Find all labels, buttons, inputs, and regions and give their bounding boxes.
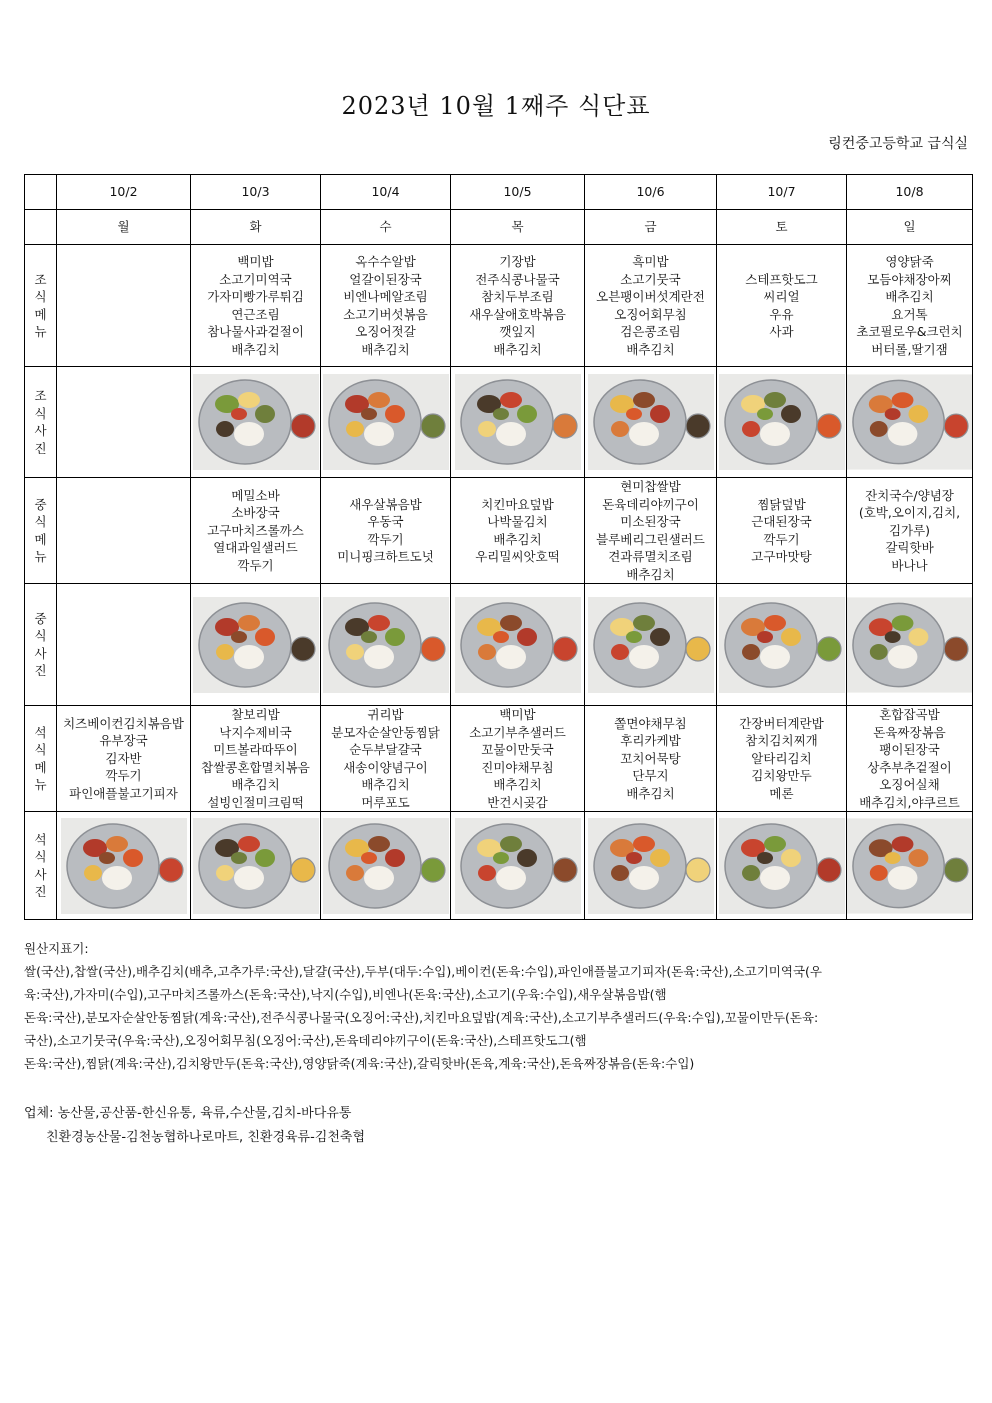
menu-item: 나박물김치 [487, 514, 548, 529]
food-photo [193, 597, 319, 693]
menu-item: 배추김치 [626, 566, 675, 582]
row-label-char: 진 [34, 440, 47, 456]
menu-item: 견과류멸치조림 [608, 549, 693, 564]
day-row [25, 210, 973, 245]
breakfast-menu-cell [717, 245, 847, 367]
breakfast-menu-cell [57, 245, 191, 367]
date-header: 10/8 [847, 175, 973, 210]
menu-item: 설빙인절미크림떡 [207, 794, 304, 810]
menu-item: 고구마치즈롤까스 [207, 522, 304, 538]
menu-item: 배추김치 [231, 777, 280, 792]
menu-item: 연근조림 [231, 306, 280, 322]
menu-item: 씨리얼 [763, 289, 800, 304]
menu-item: 우리밀씨앗호떡 [475, 549, 560, 564]
menu-item: 깻잎지 [499, 324, 536, 339]
date-header: 10/4 [321, 175, 451, 210]
menu-item: 쫄면야채무침 [614, 715, 687, 731]
menu-item: 배추김치 [493, 531, 542, 547]
menu-item: 치킨마요덮밥 [481, 496, 554, 512]
lunch-menu-cell [451, 478, 585, 584]
breakfast-menu-cell [451, 245, 585, 367]
menu-item: 배추김치 [626, 341, 675, 357]
row-label-char: 사 [34, 645, 47, 661]
food-photo [455, 597, 581, 693]
menu-item: 백미밥 [237, 254, 274, 269]
menu-item: 후리카케밥 [620, 733, 681, 749]
photo-cell [57, 584, 191, 706]
menu-item: 혼합잡곡밥 [879, 707, 940, 722]
food-photo [323, 818, 449, 914]
breakfast-menu-cell [585, 245, 717, 367]
row-label-char: 식 [34, 514, 47, 529]
menu-item: 모듬야채장아찌 [867, 271, 952, 287]
photo-cell [847, 584, 973, 706]
dinner-menu-cell [191, 706, 321, 812]
breakfast-photo-row [25, 367, 973, 478]
row-label-char: 식 [34, 405, 47, 421]
breakfast-menu-cell [847, 245, 973, 367]
food-photo [455, 374, 581, 470]
row-label-char: 메 [34, 759, 47, 775]
food-photo [193, 374, 319, 470]
date-header: 10/7 [717, 175, 847, 210]
supplier-line-2: 친환경농산물-김천농협하나로마트, 친환경육류-김천축협 [46, 1130, 366, 1145]
menu-item: 오징어젓갈 [355, 324, 416, 339]
origin-line: 쌀(국산),찹쌀(국산),배추김치(배추,고추가루:국산),달걀(국산),두부(대두:수입),베이컨(돈육:수입),파인애플불고기피자(돈육:국산),소고기미역국(우 [24, 964, 822, 979]
origin-line: 국산),소고기뭇국(우육:국산),오징어회무침(오징어:국산),돈육데리야끼구이(돈육:국산),스테프핫도그(햄 [24, 1033, 587, 1048]
origin-line: 육:국산),가자미(수입),고구마치즈롤까스(돈육:국산),낙지(수입),비엔나(돈육:국산),소고기(우육:수입),새우살볶음밥(햄 [24, 987, 667, 1002]
menu-item: 간장버터계란밥 [739, 715, 824, 731]
menu-item: 배추김치 [493, 777, 542, 792]
menu-item: 소고기부추샐러드 [469, 724, 566, 740]
photo-cell [321, 812, 451, 920]
row-label-char: 식 [34, 742, 47, 757]
menu-item: 고구마맛탕 [751, 549, 812, 564]
row-label-char: 메 [34, 531, 47, 547]
menu-item: 깍두기 [763, 531, 800, 547]
lunch-menu-cell [57, 478, 191, 584]
menu-item: 미소된장국 [620, 514, 681, 529]
menu-item: 파인애플불고기피자 [69, 785, 178, 801]
menu-item: 새우살애호박볶음 [469, 306, 566, 322]
menu-item: 김자반 [105, 750, 142, 766]
food-photo [847, 818, 972, 914]
photo-cell [717, 812, 847, 920]
menu-item: 열대과일샐러드 [213, 540, 298, 556]
menu-item: 새송이양념구이 [343, 759, 428, 775]
photo-cell [321, 584, 451, 706]
breakfast-menu-cell [321, 245, 451, 367]
corner-cell [25, 210, 57, 245]
row-label-char: 뉴 [34, 324, 47, 339]
photo-cell [191, 812, 321, 920]
lunch-menu-cell [847, 478, 973, 584]
row-label-char: 중 [34, 496, 47, 512]
menu-item: 메밀소바 [231, 487, 280, 503]
weekday-header: 월 [57, 210, 191, 245]
dinner-menu-cell [585, 706, 717, 812]
photo-cell [451, 584, 585, 706]
row-label-char: 메 [34, 306, 47, 322]
menu-item: 배추김치 [361, 341, 410, 357]
menu-item: 메론 [769, 785, 794, 801]
menu-item: 찜닭덮밥 [757, 496, 806, 512]
menu-item: 요거톡 [891, 306, 928, 322]
row-label-char: 진 [34, 663, 47, 678]
food-photo [847, 597, 972, 693]
menu-item: 배추김치 [231, 341, 280, 357]
row-label-char: 사 [34, 866, 47, 882]
menu-item: 낙지수제비국 [219, 724, 292, 740]
row-label-char: 중 [34, 610, 47, 626]
food-photo [719, 597, 845, 693]
menu-item: 팽이된장국 [879, 742, 940, 757]
lunch-menu-cell [585, 478, 717, 584]
menu-item: 새우살볶음밥 [349, 496, 422, 512]
row-label-dinner-photo [25, 812, 57, 920]
origin-line: 원산지표기: [24, 941, 89, 956]
row-label-char: 석 [34, 724, 47, 740]
food-photo [455, 818, 581, 914]
menu-item: 전주식콩나물국 [475, 271, 560, 287]
lunch-photo-row [25, 584, 973, 706]
menu-item: 오징어회무침 [614, 306, 687, 322]
menu-item: 참치두부조림 [481, 289, 554, 304]
supplier-info [24, 1102, 365, 1150]
row-label-char: 사 [34, 423, 47, 438]
photo-cell [717, 367, 847, 478]
photo-cell [191, 367, 321, 478]
row-label-char: 식 [34, 628, 47, 643]
menu-item: 바나나 [891, 557, 928, 573]
row-label-char: 석 [34, 831, 47, 847]
menu-item: 참나물사과겉절이 [207, 324, 304, 339]
menu-item: 버터롤,딸기잼 [871, 341, 948, 357]
row-label-dinner-menu [25, 706, 57, 812]
photo-cell [847, 367, 973, 478]
menu-item: 오징어실채 [879, 777, 940, 792]
menu-item: 깍두기 [367, 531, 404, 547]
origin-notes [24, 937, 972, 1075]
lunch-menu-cell [717, 478, 847, 584]
menu-item: 잔치국수/양념장 [865, 487, 954, 503]
dinner-menu-row [25, 706, 973, 812]
menu-item: 유부장국 [99, 733, 148, 749]
corner-cell [25, 175, 57, 210]
date-header: 10/3 [191, 175, 321, 210]
menu-item: 영양닭죽 [885, 254, 934, 269]
weekday-header: 목 [451, 210, 585, 245]
menu-item: 비엔나메알조림 [343, 289, 428, 304]
row-label-lunch-photo [25, 584, 57, 706]
photo-cell [585, 812, 717, 920]
menu-item: 김가루) [888, 522, 931, 538]
menu-item: 갈릭핫바 [885, 540, 934, 556]
photo-cell [57, 367, 191, 478]
supplier-line-1: 업체: 농산물,공산품-한신유통, 육류,수산물,김치-바다유통 [24, 1106, 352, 1121]
menu-item: 우동국 [367, 514, 404, 529]
photo-cell [847, 812, 973, 920]
weekday-header: 토 [717, 210, 847, 245]
lunch-menu-row [25, 478, 973, 584]
menu-item: 참치김치찌개 [745, 733, 818, 749]
menu-item: 진미야채무침 [481, 759, 554, 775]
food-photo [588, 374, 714, 470]
menu-item: 흑미밥 [632, 254, 669, 269]
menu-item: 귀리밥 [367, 707, 404, 722]
row-label-breakfast-photo [25, 367, 57, 478]
date-row [25, 175, 973, 210]
date-header: 10/2 [57, 175, 191, 210]
page-title: 2023년 10월 1째주 식단표 [341, 92, 651, 120]
menu-item: 검은콩조림 [620, 324, 681, 339]
menu-item: 얼갈이된장국 [349, 271, 422, 287]
dinner-photo-row [25, 812, 973, 920]
dinner-menu-cell [717, 706, 847, 812]
weekday-header: 금 [585, 210, 717, 245]
photo-cell [191, 584, 321, 706]
menu-item: 머루포도 [361, 794, 410, 810]
lunch-menu-cell [321, 478, 451, 584]
weekday-header: 화 [191, 210, 321, 245]
menu-item: 깍두기 [237, 557, 274, 573]
menu-item: 배추김치 [626, 785, 675, 801]
menu-item: 분모자순살안동찜닭 [331, 724, 440, 740]
lunch-menu-cell [191, 478, 321, 584]
menu-item: 돈육짜장볶음 [873, 724, 946, 740]
row-label-char: 식 [34, 849, 47, 864]
menu-item: 소바장국 [231, 505, 280, 521]
breakfast-menu-row [25, 245, 973, 367]
origin-line: 돈육:국산),찜닭(계육:국산),김치왕만두(돈육:국산),영양닭죽(계육:국산),갈릭핫바(돈육,계육:국산),돈육짜장볶음(돈육:수입) [24, 1056, 695, 1071]
menu-item: 치즈베이컨김치볶음밥 [63, 715, 184, 731]
menu-item: 단무지 [632, 768, 669, 784]
weekly-menu-table [24, 174, 973, 920]
menu-item: 우유 [769, 306, 794, 322]
menu-item: 백미밥 [499, 707, 536, 722]
menu-item: 스테프핫도그 [745, 271, 818, 287]
photo-cell [321, 367, 451, 478]
breakfast-menu-cell [191, 245, 321, 367]
menu-item: 찹쌀콩혼합멸치볶음 [201, 759, 310, 775]
school-name: 링컨중고등학교 급식실 [828, 136, 968, 152]
row-label-char: 조 [34, 271, 47, 287]
menu-item: 꼬치어묵탕 [620, 750, 681, 766]
menu-item: 현미찹쌀밥 [620, 479, 681, 494]
dinner-menu-cell [847, 706, 973, 812]
menu-item: 가자미빵가루튀김 [207, 289, 304, 304]
menu-item: 근대된장국 [751, 514, 812, 529]
menu-item: 소고기버섯볶음 [343, 306, 428, 322]
menu-item: 초코필로우&크런치 [856, 324, 963, 339]
menu-item: 깍두기 [105, 768, 142, 784]
menu-item: 찰보리밥 [231, 707, 280, 722]
food-photo [61, 818, 187, 914]
weekday-header: 일 [847, 210, 973, 245]
menu-item: 배추김치 [361, 777, 410, 792]
menu-item: 오븐팽이버섯계란전 [596, 289, 705, 304]
food-photo [719, 818, 845, 914]
row-label-char: 식 [34, 289, 47, 304]
photo-cell [585, 584, 717, 706]
menu-item: 김치왕만두 [751, 768, 812, 784]
menu-item: 기장밥 [499, 254, 536, 269]
food-photo [193, 818, 319, 914]
menu-item: 배추김치,야쿠르트 [859, 794, 960, 810]
menu-item: 소고기뭇국 [620, 271, 681, 287]
menu-item: 상추부추겉절이 [867, 759, 952, 775]
photo-cell [585, 367, 717, 478]
dinner-menu-cell [57, 706, 191, 812]
row-label-breakfast-menu [25, 245, 57, 367]
menu-item: (호박,오이지,김치, [858, 505, 961, 521]
dinner-menu-cell [321, 706, 451, 812]
food-photo [323, 597, 449, 693]
menu-item: 순두부달걀국 [349, 742, 422, 757]
menu-item: 미트볼라따뚜이 [213, 742, 298, 757]
row-label-char: 뉴 [34, 549, 47, 564]
food-photo [323, 374, 449, 470]
row-label-char: 진 [34, 884, 47, 899]
date-header: 10/6 [585, 175, 717, 210]
photo-cell [451, 367, 585, 478]
date-header: 10/5 [451, 175, 585, 210]
menu-item: 꼬물이만둣국 [481, 742, 554, 757]
row-label-char: 조 [34, 388, 47, 403]
photo-cell [451, 812, 585, 920]
photo-cell [717, 584, 847, 706]
photo-cell [57, 812, 191, 920]
dinner-menu-cell [451, 706, 585, 812]
origin-line: 돈육:국산),분모자순살안동찜닭(계육:국산),전주식콩나물국(오징어:국산),치킨마요덮밥(계육:국산),소고기부추샐러드(우육:수입),꼬물이만두(돈육: [24, 1010, 819, 1025]
menu-item: 블루베리그린샐러드 [596, 531, 705, 547]
menu-item: 알타리김치 [751, 750, 812, 766]
menu-item: 미니핑크하트도넛 [337, 549, 434, 564]
weekday-header: 수 [321, 210, 451, 245]
food-photo [588, 818, 714, 914]
food-photo [847, 374, 972, 470]
menu-item: 소고기미역국 [219, 271, 292, 287]
menu-item: 돈육데리야끼구이 [602, 496, 699, 512]
row-label-char: 뉴 [34, 777, 47, 792]
menu-item: 배추김치 [885, 289, 934, 304]
menu-item: 반건시곶감 [487, 794, 548, 810]
row-label-lunch-menu [25, 478, 57, 584]
menu-item: 옥수수알밥 [355, 254, 416, 269]
food-photo [588, 597, 714, 693]
menu-item: 사과 [769, 324, 794, 339]
menu-item: 배추김치 [493, 341, 542, 357]
food-photo [719, 374, 845, 470]
